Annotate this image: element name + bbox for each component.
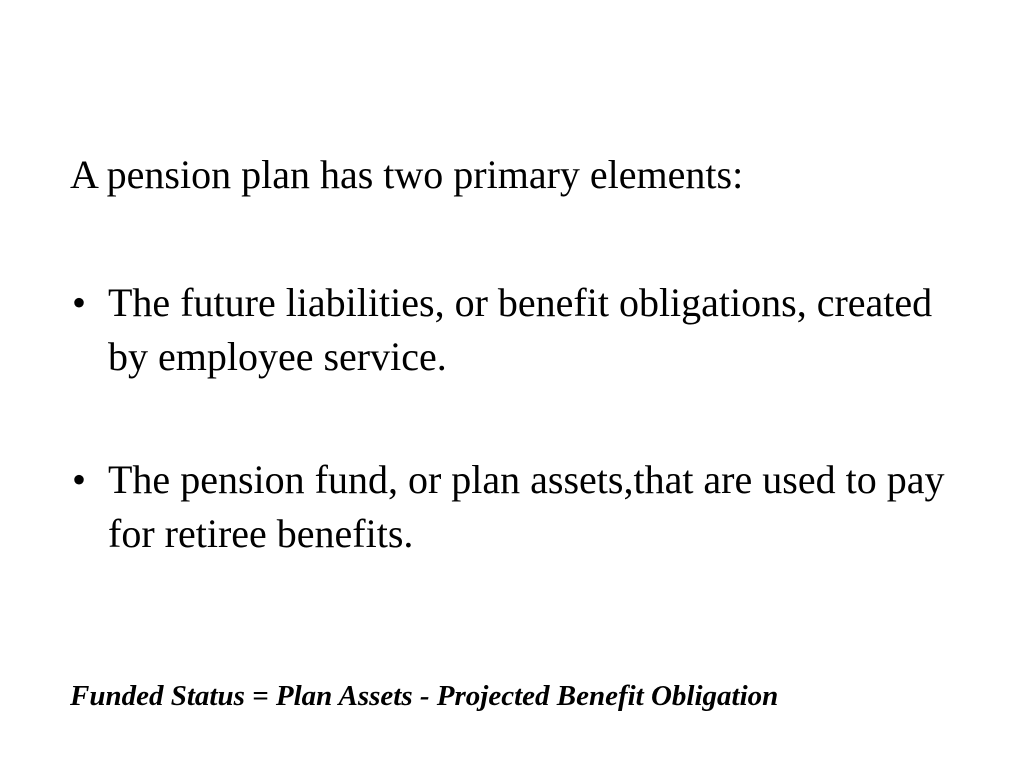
bullet-item <box>70 453 970 561</box>
bullet-text: The pension fund, or plan assets,that are used to pay for retiree benefits. <box>108 457 945 556</box>
funded-status-formula: Funded Status = Plan Assets - Projected Benefit Obligation <box>70 680 779 712</box>
bullet-icon: • <box>72 457 87 502</box>
bullet-item <box>70 276 970 384</box>
bullet-icon: • <box>72 280 87 325</box>
intro-text: A pension plan has two primary elements: <box>70 152 744 197</box>
bullet-text: The future liabilities, or benefit obligations, created by employee service. <box>108 280 933 379</box>
bullet-list <box>70 276 970 630</box>
